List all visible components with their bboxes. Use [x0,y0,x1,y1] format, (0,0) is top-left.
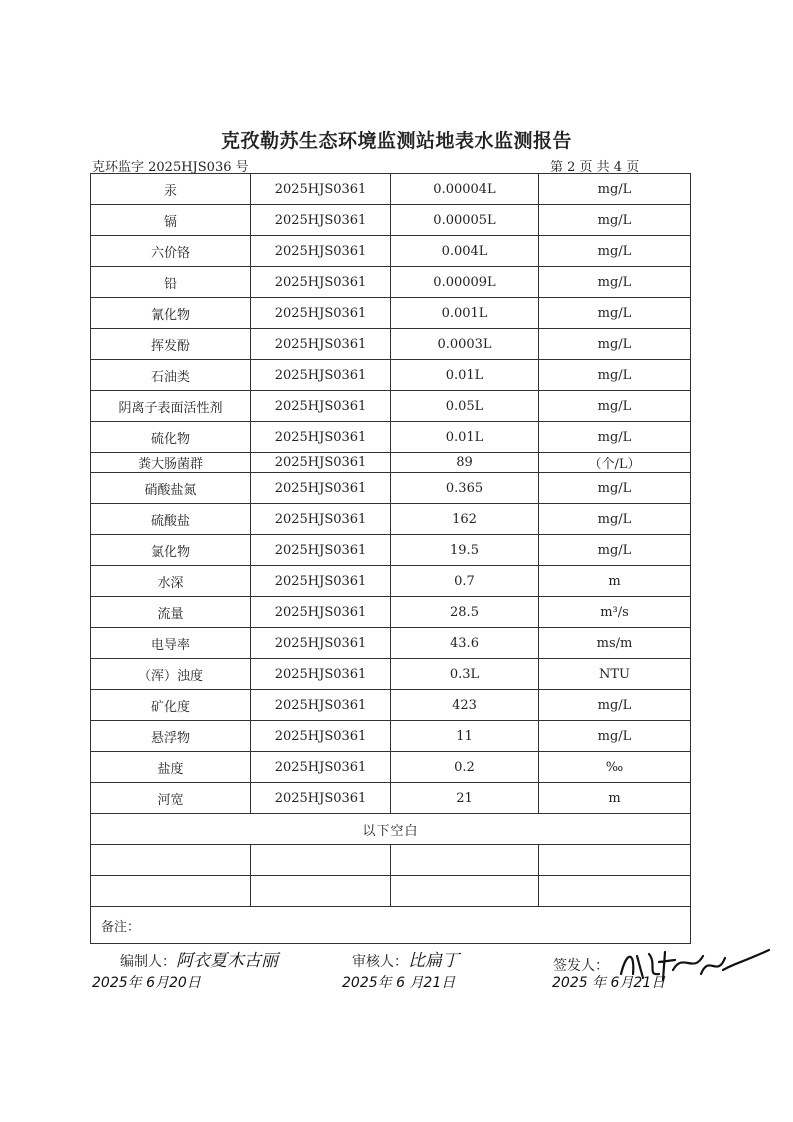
table-row [91,783,691,814]
measured-value: 0.00004L [391,174,539,205]
compiler-name: 阿衣夏木古丽 [176,951,278,971]
compiler-date: 2025年 6月20日 [92,975,201,991]
measured-value: 0.001L [391,298,539,329]
parameter-name: 电导率 [91,628,251,659]
unit: mg/L [539,422,691,453]
table-row [91,174,691,205]
page-number: 第 2 页 共 4 页 [550,160,640,175]
parameter-name: 汞 [91,174,251,205]
measured-value: 0.00005L [391,205,539,236]
measured-value: 0.01L [391,422,539,453]
blank-row [91,845,691,876]
unit: mg/L [539,205,691,236]
measured-value: 0.004L [391,236,539,267]
results-table-footer [91,814,691,944]
blank-cell [539,845,691,876]
remark-row [91,907,691,944]
table-row [91,205,691,236]
sample-code: 2025HJS0361 [251,597,391,628]
sample-code: 2025HJS0361 [251,752,391,783]
sample-code: 2025HJS0361 [251,783,391,814]
unit: NTU [539,659,691,690]
parameter-name: 粪大肠菌群 [91,453,251,473]
document-number: 克环监字 2025HJS036 号 [92,160,249,175]
parameter-name: 石油类 [91,360,251,391]
unit: ‰ [539,752,691,783]
table-row [91,453,691,473]
unit: m [539,783,691,814]
blank-cell [251,845,391,876]
sample-code: 2025HJS0361 [251,721,391,752]
parameter-name: （浑）浊度 [91,659,251,690]
sample-code: 2025HJS0361 [251,205,391,236]
issuer-label: 签发人： [553,958,609,974]
reviewer-name: 比扁丁 [408,951,459,971]
table-row [91,391,691,422]
blank-cell [251,876,391,907]
sample-code: 2025HJS0361 [251,422,391,453]
sample-code: 2025HJS0361 [251,690,391,721]
parameter-name: 盐度 [91,752,251,783]
unit: mg/L [539,174,691,205]
table-row [91,473,691,504]
sample-code: 2025HJS0361 [251,453,391,473]
unit: m³/s [539,597,691,628]
sample-code: 2025HJS0361 [251,566,391,597]
issuer-date: 2025 年 6月21日 [552,975,666,991]
measured-value: 0.01L [391,360,539,391]
table-row [91,721,691,752]
table-row [91,597,691,628]
table-row [91,659,691,690]
unit: （个/L） [539,453,691,473]
parameter-name: 硫化物 [91,422,251,453]
table-row [91,752,691,783]
unit: mg/L [539,267,691,298]
measured-value: 0.3L [391,659,539,690]
unit: mg/L [539,721,691,752]
table-row [91,236,691,267]
sample-code: 2025HJS0361 [251,236,391,267]
measured-value: 0.00009L [391,267,539,298]
unit: m [539,566,691,597]
parameter-name: 硫酸盐 [91,504,251,535]
table-row [91,566,691,597]
parameter-name: 流量 [91,597,251,628]
measured-value: 423 [391,690,539,721]
sample-code: 2025HJS0361 [251,329,391,360]
parameter-name: 挥发酚 [91,329,251,360]
unit: mg/L [539,504,691,535]
measured-value: 162 [391,504,539,535]
unit: mg/L [539,535,691,566]
table-row [91,690,691,721]
measured-value: 19.5 [391,535,539,566]
table-row [91,298,691,329]
sample-code: 2025HJS0361 [251,174,391,205]
parameter-name: 氰化物 [91,298,251,329]
unit: mg/L [539,360,691,391]
sample-code: 2025HJS0361 [251,267,391,298]
empty-note-row [91,814,691,845]
parameter-name: 阴离子表面活性剂 [91,391,251,422]
parameter-name: 矿化度 [91,690,251,721]
measured-value: 0.0003L [391,329,539,360]
sample-code: 2025HJS0361 [251,298,391,329]
sample-code: 2025HJS0361 [251,360,391,391]
unit: ms/m [539,628,691,659]
sample-code: 2025HJS0361 [251,391,391,422]
sample-code: 2025HJS0361 [251,628,391,659]
measured-value: 0.365 [391,473,539,504]
table-row [91,422,691,453]
unit: mg/L [539,298,691,329]
unit: mg/L [539,391,691,422]
report-title: 克孜勒苏生态环境监测站地表水监测报告 [220,130,572,152]
unit: mg/L [539,236,691,267]
parameter-name: 悬浮物 [91,721,251,752]
table-row [91,360,691,391]
table-row [91,267,691,298]
table-row [91,329,691,360]
parameter-name: 硝酸盐氮 [91,473,251,504]
blank-cell [391,845,539,876]
blank-cell [91,876,251,907]
results-table [90,173,691,944]
sample-code: 2025HJS0361 [251,504,391,535]
reviewer-signature [352,946,459,971]
compiler-label: 编制人： [120,954,176,970]
measured-value: 0.2 [391,752,539,783]
unit: mg/L [539,473,691,504]
measured-value: 0.7 [391,566,539,597]
measured-value: 43.6 [391,628,539,659]
measured-value: 0.05L [391,391,539,422]
compiler-signature [120,946,278,971]
blank-cell [539,876,691,907]
sample-code: 2025HJS0361 [251,659,391,690]
measured-value: 21 [391,783,539,814]
blank-cell [91,845,251,876]
measured-value: 89 [391,453,539,473]
sample-code: 2025HJS0361 [251,473,391,504]
parameter-name: 六价铬 [91,236,251,267]
remark-label: 备注： [91,907,691,944]
reviewer-label: 审核人： [352,954,408,970]
measured-value: 11 [391,721,539,752]
results-table-body [91,174,691,814]
blank-row [91,876,691,907]
unit: mg/L [539,329,691,360]
table-row [91,535,691,566]
reviewer-date: 2025年 6 月21日 [342,975,456,991]
unit: mg/L [539,690,691,721]
empty-note: 以下空白 [91,814,691,845]
parameter-name: 氯化物 [91,535,251,566]
sample-code: 2025HJS0361 [251,535,391,566]
parameter-name: 镉 [91,205,251,236]
blank-cell [391,876,539,907]
table-row [91,504,691,535]
parameter-name: 河宽 [91,783,251,814]
parameter-name: 水深 [91,566,251,597]
measured-value: 28.5 [391,597,539,628]
table-row [91,628,691,659]
parameter-name: 铅 [91,267,251,298]
